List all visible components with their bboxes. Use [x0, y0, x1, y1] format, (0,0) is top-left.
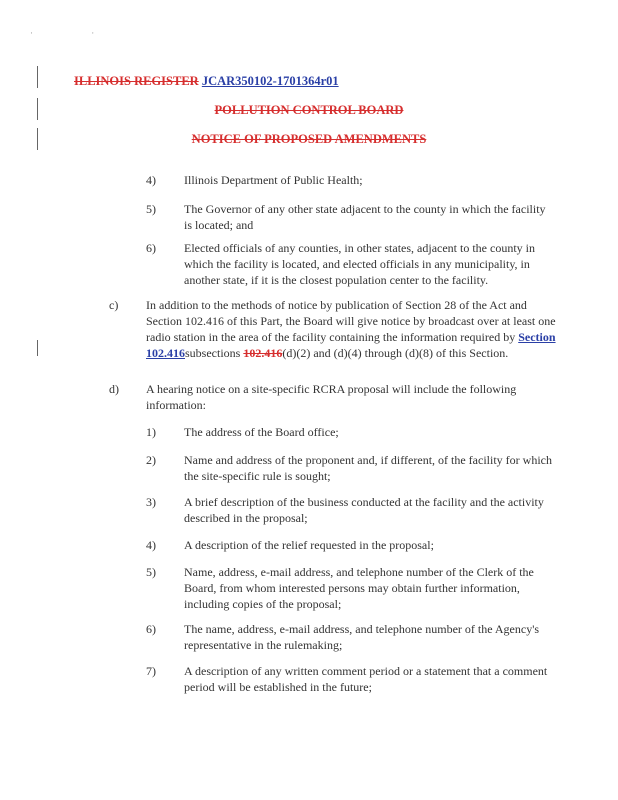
paragraph-label: d)	[109, 382, 119, 396]
paragraph-d: A hearing notice on a site-specific RCRA proposal will include the following information:	[146, 382, 517, 412]
list-item: The Governor of any other state adjacent to the county in which the facility is located; and	[184, 202, 546, 232]
board-header: POLLUTION CONTROL BOARD	[214, 103, 404, 117]
list-item: A description of the relief requested in the proposal;	[184, 538, 434, 552]
list-item: A brief description of the business conducted at the facility and the activity described in the proposal;	[184, 495, 544, 525]
notice-header: NOTICE OF PROPOSED AMENDMENTS	[191, 132, 427, 146]
list-number: 6)	[146, 622, 156, 636]
paragraph-c-end: (d)(2) and (d)(4) through (d)(8) of this Section.	[282, 346, 509, 360]
list-item: Illinois Department of Public Health;	[184, 173, 363, 187]
paragraph-c-mid: subsections	[185, 346, 244, 360]
list-item: Elected officials of any counties, in other states, adjacent to the county in which the facility is located, and elected officials in any municipality, in another state, if it is the closest population center to the facility.	[184, 241, 535, 287]
paragraph-label: c)	[109, 298, 119, 312]
list-number: 4)	[146, 173, 156, 187]
register-inserted: JCAR350102-1701364r01	[201, 74, 339, 88]
list-number: 5)	[146, 565, 156, 579]
list-number: 2)	[146, 453, 156, 467]
change-bar	[37, 340, 38, 356]
paragraph-c-text: In addition to the methods of notice by publication of Section 28 of the Act and Section 102.416 of this Part, the Board will give notice by broadcast over at least one radio station in the area of the facility containing the information required by	[146, 298, 556, 344]
list-item: Name and address of the proponent and, if different, of the facility for which the site-specific rule is sought;	[184, 453, 552, 483]
list-number: 5)	[146, 202, 156, 216]
register-deleted: ILLINOIS REGISTER	[74, 74, 199, 88]
list-number: 4)	[146, 538, 156, 552]
deleted-citation: 102.416	[243, 346, 283, 360]
list-item: The address of the Board office;	[184, 425, 339, 439]
change-bar	[37, 66, 38, 88]
list-number: 3)	[146, 495, 156, 509]
scan-specks: · ·	[30, 28, 123, 38]
list-item: Name, address, e-mail address, and telephone number of the Clerk of the Board, from whom interested persons may obtain further information, including copies of the proposal;	[184, 565, 534, 611]
register-header	[74, 74, 339, 89]
list-number: 7)	[146, 664, 156, 678]
list-item: A description of any written comment period or a statement that a comment period will be established in the future;	[184, 664, 548, 694]
list-item: The name, address, e-mail address, and telephone number of the Agency's representative in the rulemaking;	[184, 622, 540, 652]
paragraph-c	[146, 297, 556, 361]
list-number: 1)	[146, 425, 156, 439]
inserted-citation: Section 102.416	[146, 330, 556, 360]
list-number: 6)	[146, 241, 156, 255]
